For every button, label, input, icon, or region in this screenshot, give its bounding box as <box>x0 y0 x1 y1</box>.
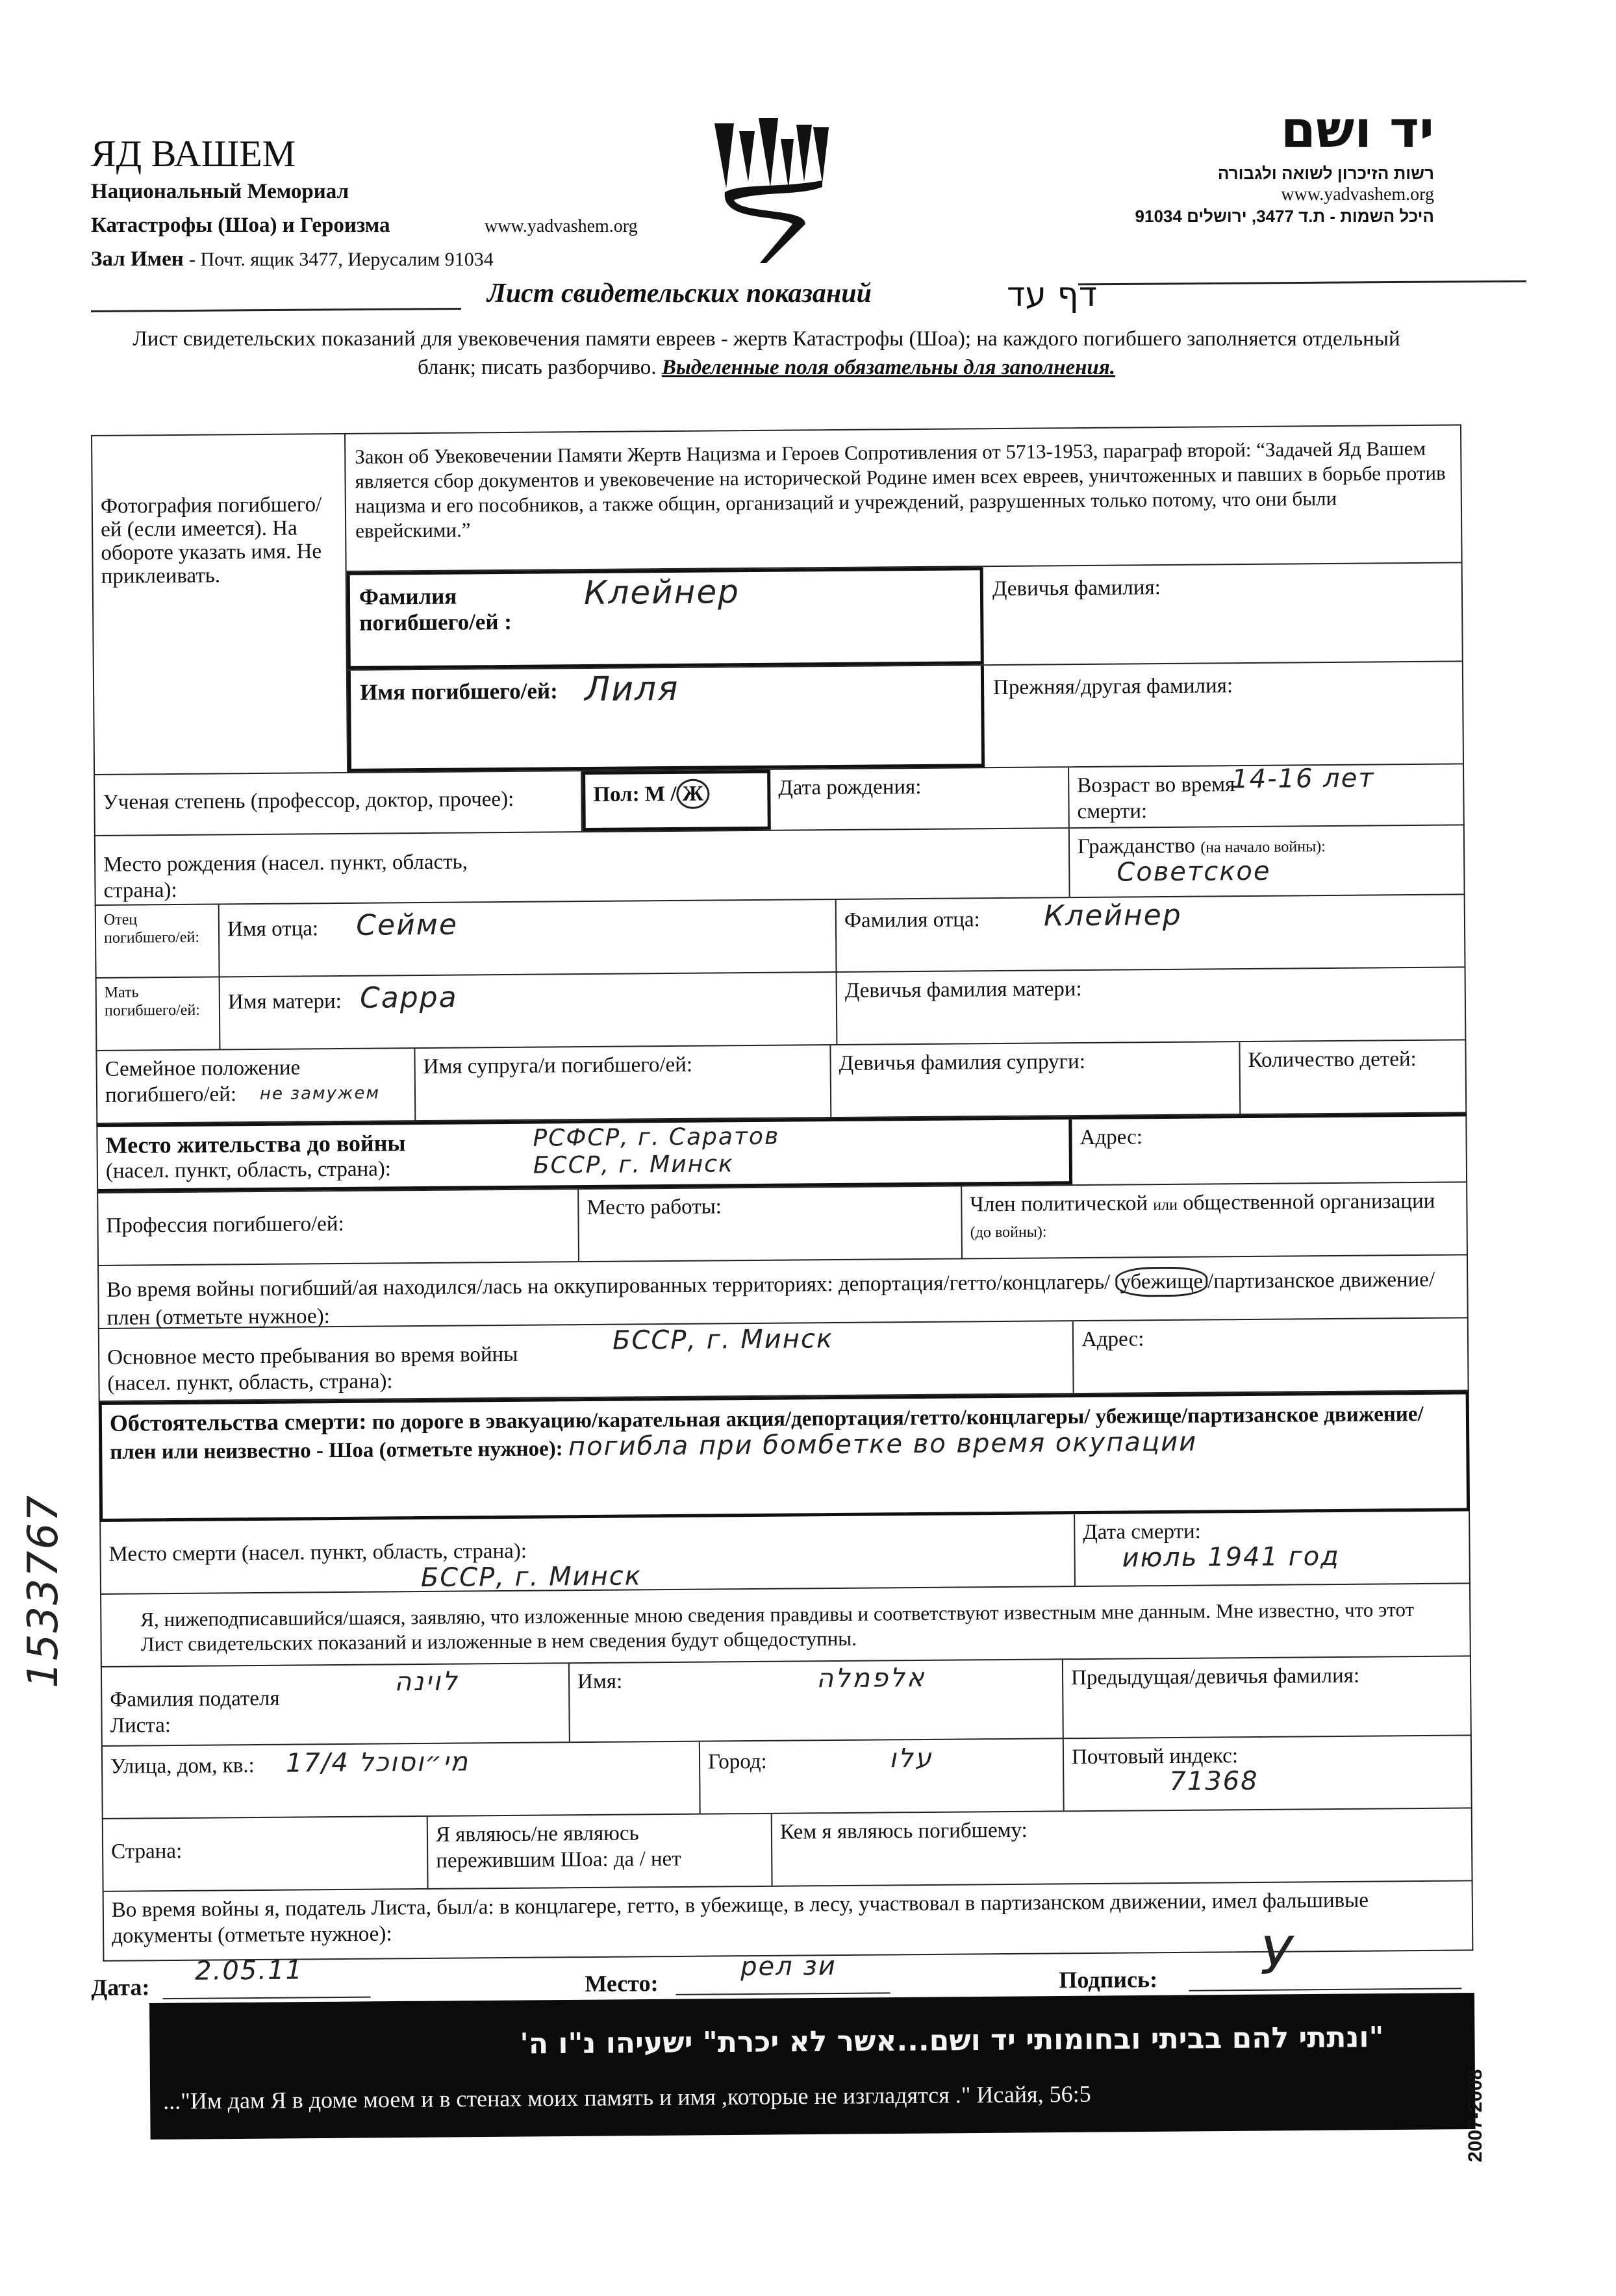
wartime-place-value: БССР, г. Минск <box>612 1324 834 1356</box>
photo-box-label: Фотография погибшего/ей (если имеется). На обороте указать имя. Не приклеивать. <box>100 493 322 588</box>
submitter-surname-value: לוינה <box>394 1666 460 1697</box>
residence-value-1: РСФСР, г. Саратов <box>533 1123 780 1152</box>
org-name-he: יד ושם <box>1280 101 1434 159</box>
citizenship-label: Гражданство <box>1077 834 1196 859</box>
citizenship-field[interactable] <box>1070 825 1464 897</box>
row-mother <box>95 967 1467 1051</box>
degree-field[interactable] <box>95 771 583 835</box>
archive-number: 1533767 <box>19 1493 68 1688</box>
row-degree-sex <box>94 764 1465 836</box>
mother-side-label: Мать погибшего/ей: <box>97 977 221 1049</box>
wartime-text-after: /партизанское движение/плен (отметьте нужное): <box>107 1267 1435 1330</box>
death-circumstances-field[interactable] <box>102 1394 1467 1518</box>
victim-firstname-field[interactable] <box>347 666 985 772</box>
spouse-name-field[interactable] <box>415 1045 831 1120</box>
membership-field[interactable] <box>962 1182 1467 1258</box>
mother-maiden-field[interactable] <box>837 967 1465 1044</box>
death-place-field[interactable] <box>101 1514 1076 1593</box>
sex-field[interactable] <box>582 770 771 831</box>
testimony-form <box>91 424 1473 1961</box>
maiden-name-field[interactable] <box>983 563 1462 664</box>
sign-date-value[interactable]: 2.05.11 <box>195 1955 304 1986</box>
death-date-label: Дата смерти: <box>1083 1519 1201 1545</box>
residence-address-label: Адрес: <box>1079 1125 1143 1150</box>
submitter-name-value: אלפמלה <box>816 1662 926 1694</box>
survivor-label: Я являюсь/не являюсь пережившим Шоа: да / нет <box>435 1821 681 1873</box>
intro-text <box>130 325 1403 382</box>
row-photo-law <box>91 424 1464 775</box>
death-circ-label-rest: по дороге в эвакуацию/карательная акция/депортация/гетто/концлагеры/ убежище/партизанское движение/плен или неизвестно - Шоа (отметьте нужное): <box>110 1402 1424 1464</box>
relation-field[interactable] <box>772 1808 1472 1885</box>
wartime-place-label: Основное место пребывания во время войны (насел. пункт, область, страна): <box>107 1342 518 1395</box>
city-label: Город: <box>707 1749 767 1774</box>
relation-label: Кем я являюсь погибшему: <box>779 1818 1028 1844</box>
submitter-name-field[interactable] <box>570 1660 1064 1741</box>
zip-field[interactable] <box>1064 1736 1471 1810</box>
birthplace-field[interactable] <box>95 829 1070 905</box>
hall-label: Зал Имен <box>91 247 184 271</box>
row-birthplace <box>94 825 1465 906</box>
marital-field[interactable] <box>97 1049 416 1123</box>
wartime-text-before: Во время войны погибший/ая находился/лась на оккупированных территориях: депортация/гетто/концлагерь/ <box>107 1270 1111 1302</box>
address-he: היכל השמות - ת.ד 3477, ירושלים 91034 <box>1135 206 1434 226</box>
form-title-he: דף עד <box>1007 275 1098 314</box>
row-submitter-name <box>101 1656 1472 1747</box>
quote-hebrew: "ונתתי להם בביתי ובחומותי יד ושם...אשר לא יכרת" ישעיהו נ"ו ה' <box>520 2021 1384 2061</box>
sign-line <box>1189 1988 1461 1991</box>
submitter-prev-field[interactable] <box>1063 1656 1471 1738</box>
residence-field[interactable] <box>97 1119 1072 1192</box>
street-value: 17/4 מי״וסוכל <box>285 1747 470 1778</box>
law-and-names <box>346 425 1463 771</box>
wartime-address-field[interactable] <box>1074 1318 1468 1393</box>
mother-name-field[interactable] <box>220 973 838 1049</box>
row-death-circumstances <box>99 1391 1470 1522</box>
website-link[interactable]: www.yadvashem.org <box>485 216 638 236</box>
death-circ-value: погибла при бомбетке во время окупации <box>568 1427 1198 1462</box>
row-family <box>95 1040 1467 1124</box>
victim-surname-field[interactable] <box>347 567 984 669</box>
birthplace-label: Место рождения (насел. пункт, область, страна): <box>103 850 468 903</box>
submitter-surname-label: Фамилия подателя Листа: <box>110 1686 280 1738</box>
marital-label: Семейное положение погибшего/ей: <box>105 1056 301 1107</box>
submitter-prev-label: Предыдущая/девичья фамилия: <box>1070 1664 1360 1690</box>
row-submitter-address <box>101 1736 1472 1819</box>
signature-value[interactable]: У <box>1259 1925 1294 1986</box>
title-rule-left <box>91 308 461 312</box>
header-left <box>91 132 638 277</box>
father-name-value: Сейме <box>356 908 459 942</box>
birth-date-field[interactable] <box>770 767 1070 830</box>
mother-maiden-label: Девичья фамилия матери: <box>844 977 1082 1003</box>
law-text: Закон об Увековечении Памяти Жертв Нацизма и Героев Сопротивления от 5713-1953, параграф второй: “Задачей Яд Вашем является сбор документов и увековечение на исторической Родине имен всех евреев, уничтоженных и павших в борьбе против нацизма и его пособников, а также общин, организаций и учреждений, разрушенных только потому, что они были еврейскими.” <box>355 436 1446 542</box>
survivor-field[interactable] <box>428 1814 773 1888</box>
intro-body: Лист свидетельских показаний для увековечения памяти евреев - жертв Катастрофы (Шоа); на каждого погибшего заполняется отдельный бланк; писать разборчиво. <box>133 327 1400 379</box>
row-death-place <box>99 1511 1471 1595</box>
submitter-surname-field[interactable] <box>102 1664 570 1745</box>
workplace-label: Место работы: <box>587 1195 722 1220</box>
photo-box[interactable] <box>92 434 348 774</box>
citizenship-value: Советское <box>1117 856 1271 888</box>
death-circ-label-bold: Обстоятельства смерти: <box>109 1408 367 1436</box>
member-label-2: общественной организации <box>1183 1189 1435 1215</box>
submitter-wartime-label: Во время войны я, податель Листа, был/а: в концлагере, гетто, в убежище, в лесу, участвовал в партизанском движении, имел фальшивые документы (отметьте нужное): <box>111 1888 1369 1948</box>
org-name-ru: ЯД ВАШЕМ <box>91 132 296 175</box>
sign-date-label: Дата: <box>91 1974 150 2001</box>
children-field[interactable] <box>1240 1040 1465 1114</box>
death-date-value: июль 1941 год <box>1122 1541 1340 1573</box>
country-field[interactable] <box>103 1817 429 1891</box>
city-value: עלו <box>889 1743 933 1774</box>
father-surname-field[interactable] <box>837 895 1465 971</box>
spouse-maiden-label: Девичья фамилия супруги: <box>839 1050 1086 1075</box>
wartime-location-field[interactable] <box>99 1255 1467 1328</box>
death-place-value: БССР, г. Минск <box>420 1561 642 1593</box>
org-line-1: Национальный Мемориал <box>91 180 349 203</box>
sign-place-line <box>676 1992 890 1995</box>
profession-field[interactable] <box>98 1190 579 1265</box>
form-edition: 2007-2008 <box>1465 2069 1486 2162</box>
father-name-label: Имя отца: <box>227 917 319 942</box>
sign-place-label: Место: <box>585 1970 659 1997</box>
row-wartime <box>97 1255 1469 1329</box>
org-line-2: Катастрофы (Шоа) и Героизма <box>91 214 390 237</box>
sign-place-value[interactable]: рел зи <box>740 1951 837 1982</box>
country-label: Страна: <box>110 1839 183 1864</box>
declaration-text: Я, нижеподписавшийся/шаяся, заявляю, что изложенные мною сведения правдивы и соответствуют известным мне данным. Мне известно, что этот Лист свидетельских показаний и изложенные в нем сведения будут общедоступны. <box>140 1598 1415 1656</box>
row-residence <box>96 1113 1467 1193</box>
member-or: или <box>1153 1196 1178 1214</box>
zip-value: 71368 <box>1169 1766 1259 1797</box>
sign-date-line <box>163 1997 371 2000</box>
father-surname-label: Фамилия отца: <box>844 908 980 932</box>
maiden-name-label: Девичья фамилия: <box>992 576 1161 601</box>
prev-name-label: Прежняя/другая фамилия: <box>992 674 1233 700</box>
age-label: Возраст во время смерти: <box>1077 773 1235 824</box>
wartime-place-field[interactable] <box>99 1321 1074 1401</box>
residence-value-2: БССР, г. Минск <box>533 1151 734 1179</box>
menorah-logo-icon <box>701 110 831 273</box>
father-name-field[interactable] <box>220 900 837 976</box>
citizenship-note: (на начало войны): <box>1200 838 1326 856</box>
required-note: Выделенные поля обязательны для заполнения. <box>661 356 1116 379</box>
row-father <box>95 895 1466 979</box>
birth-date-label: Дата рождения: <box>778 775 922 800</box>
sex-selected[interactable]: Ж <box>676 779 709 809</box>
residence-label: Место жительства до войны <box>105 1130 406 1158</box>
quote-banner <box>149 1993 1476 2140</box>
street-label: Улица, дом, кв.: <box>110 1754 255 1778</box>
city-field[interactable] <box>700 1739 1065 1813</box>
street-field[interactable] <box>103 1742 701 1818</box>
form-title-row <box>91 273 1442 318</box>
death-place-label: Место смерти (насел. пункт, область, страна): <box>108 1539 527 1566</box>
victim-surname-value: Клейнер <box>583 573 740 612</box>
father-side-label: Отец погибшего/ей: <box>96 905 220 977</box>
prev-name-field[interactable] <box>984 662 1463 767</box>
row-submitter-country <box>102 1808 1473 1892</box>
member-note: (до войны): <box>970 1223 1047 1242</box>
victim-firstname-value: Лиля <box>584 669 679 710</box>
sign-label: Подпись: <box>1059 1966 1158 1993</box>
age-value: 14-16 лет <box>1231 763 1375 795</box>
website-link-he[interactable]: www.yadvashem.org <box>1281 184 1434 205</box>
sex-label: Пол: М / <box>593 782 677 806</box>
submitter-name-label: Имя: <box>577 1669 623 1694</box>
zip-label: Почтовый индекс: <box>1071 1744 1239 1769</box>
victim-firstname-label: Имя погибшего/ей: <box>359 678 558 705</box>
title-rule-right <box>1078 281 1526 286</box>
spouse-maiden-field[interactable] <box>831 1042 1241 1117</box>
children-label: Количество детей: <box>1248 1047 1417 1073</box>
header-right <box>1135 97 1434 227</box>
quote-russian: ..."Им дам Я в доме моем и в стенах моих память и имя ,которые не изгладятся ." Исайя, 56:5 <box>163 2080 1091 2114</box>
mother-name-value: Сарра <box>359 980 458 1015</box>
member-label: Член политической <box>970 1192 1148 1217</box>
residence-sublabel: (насел. пункт, область, страна): <box>105 1157 392 1183</box>
death-date-field[interactable] <box>1075 1511 1469 1586</box>
workplace-field[interactable] <box>579 1187 963 1262</box>
org-line-he: רשות הזיכרון לשואה ולגבורה <box>1217 164 1434 183</box>
row-wartime-place <box>98 1318 1469 1402</box>
degree-label: Ученая степень (профессор, доктор, прочее): <box>103 787 514 814</box>
marital-value: не замужем <box>259 1083 381 1104</box>
profession-label: Профессия погибшего/ей: <box>106 1212 344 1238</box>
hall-address: - Почт. ящик 3477, Иерусалим 91034 <box>189 249 494 270</box>
wartime-circled-option[interactable]: убежище <box>1115 1267 1207 1297</box>
father-surname-value: Клейнер <box>1043 898 1182 933</box>
wartime-address-label: Адрес: <box>1081 1327 1144 1352</box>
residence-address-field[interactable] <box>1072 1116 1466 1184</box>
form-title: Лист свидетельских показаний <box>487 279 872 308</box>
row-work <box>97 1182 1468 1266</box>
victim-surname-label: Фамилия погибшего/ей : <box>359 583 512 636</box>
row-declaration <box>100 1584 1471 1667</box>
spouse-name-label: Имя супруга/и погибшего/ей: <box>423 1053 693 1079</box>
mother-name-label: Имя матери: <box>227 989 342 1014</box>
age-field[interactable] <box>1069 764 1463 827</box>
